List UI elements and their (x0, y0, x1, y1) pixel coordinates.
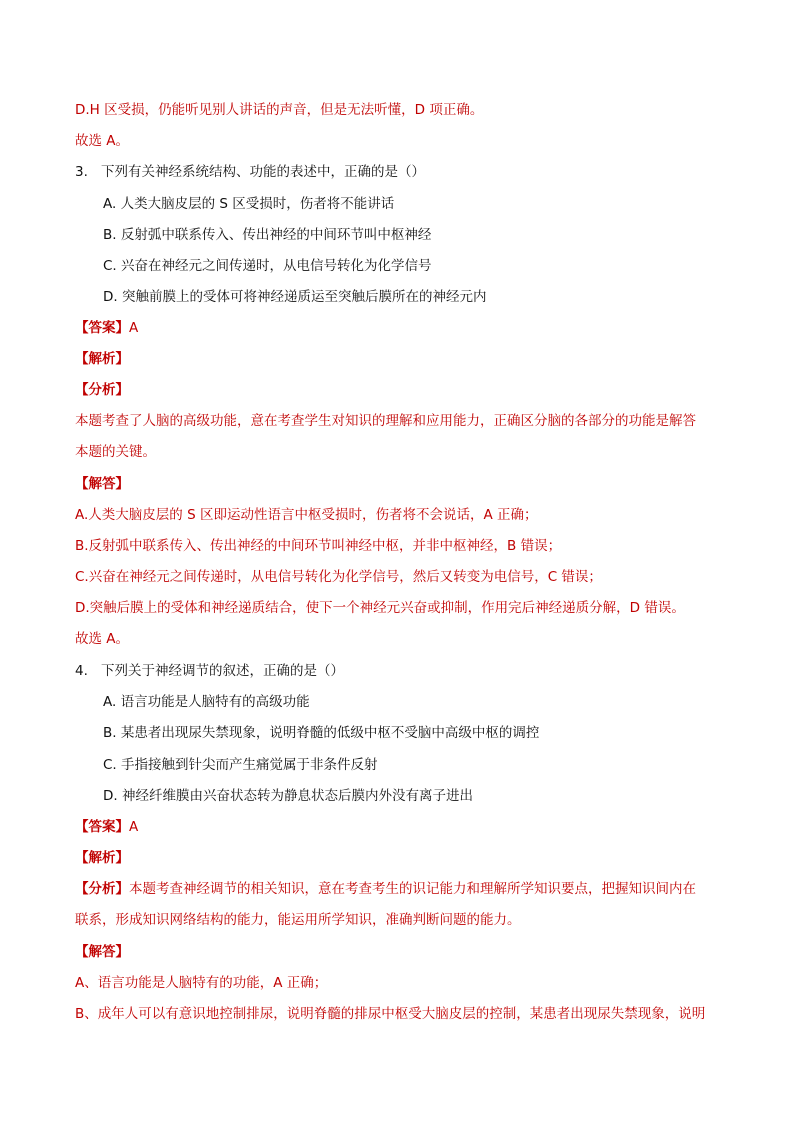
question-3-jieda-b: B.反射弧中联系传入、传出神经的中间环节叫神经中枢，并非中枢神经，B 错误； (75, 538, 562, 554)
question-3-fenxi-text-2: 本题的关键。 (75, 444, 156, 460)
question-number: 3. (75, 164, 88, 180)
question-4-option-d: D. 神经纤维膜由兴奋状态转为静息状态后膜内外没有离子进出 (103, 788, 473, 804)
question-3-fenxi-tag: 【分析】 (75, 382, 129, 398)
question-3-jieda-a: A.人类大脑皮层的 S 区即运动性语言中枢受损时，伤者将不会说话，A 正确； (75, 507, 538, 523)
question-4-answer (75, 817, 734, 837)
answer-tag: 【答案】 (75, 320, 129, 336)
question-4-option-a: A. 语言功能是人脑特有的高级功能 (103, 694, 310, 710)
question-3-answer (75, 318, 734, 338)
question-number: 4. (75, 663, 88, 679)
fenxi-tag: 【分析】 (75, 881, 129, 897)
question-4-fenxi-line-1 (75, 879, 734, 899)
question-4-jiexi-tag: 【解析】 (75, 850, 129, 866)
question-3-jieda-tag: 【解答】 (75, 476, 129, 492)
fenxi-text: 本题考查神经调节的相关知识，意在考查考生的识记能力和理解所学知识要点，把握知识间内在 (129, 881, 696, 897)
question-4-jieda-tag: 【解答】 (75, 944, 129, 960)
question-4-option-c: C. 手指接触到针尖而产生痛觉属于非条件反射 (103, 757, 378, 773)
question-4-option-b: B. 某患者出现尿失禁现象，说明脊髓的低级中枢不受脑中高级中枢的调控 (103, 725, 540, 741)
question-3-jieda-c: C.兴奋在神经元之间传递时，从电信号转化为化学信号，然后又转变为电信号，C 错误； (75, 569, 602, 585)
question-4-fenxi-line-2: 联系，形成知识网络结构的能力，能运用所学知识，准确判断问题的能力。 (75, 912, 521, 928)
answer-value: A (129, 320, 139, 336)
conclusion-line: 故选 A。 (75, 133, 130, 149)
question-3-jiexi-tag: 【解析】 (75, 351, 129, 367)
explanation-line: D.H 区受损，仍能听见别人讲话的声音，但是无法听懂，D 项正确。 (75, 102, 484, 118)
question-text: 下列有关神经系统结构、功能的表述中，正确的是（） (101, 164, 425, 180)
question-text: 下列关于神经调节的叙述，正确的是（） (101, 663, 344, 679)
question-4-jieda-a: A、语言功能是人脑特有的功能，A 正确； (75, 975, 328, 991)
question-3-fenxi-text-1: 本题考查了人脑的高级功能，意在考查学生对知识的理解和应用能力，正确区分脑的各部分的功能是解答 (75, 413, 696, 429)
question-3-choose: 故选 A。 (75, 631, 130, 647)
answer-tag: 【答案】 (75, 819, 129, 835)
question-3-option-c: C. 兴奋在神经元之间传递时，从电信号转化为化学信号 (103, 258, 432, 274)
question-3-option-d: D. 突触前膜上的受体可将神经递质运至突触后膜所在的神经元内 (103, 289, 487, 305)
answer-value: A (129, 819, 139, 835)
question-3-stem (75, 162, 734, 182)
question-3-option-b: B. 反射弧中联系传入、传出神经的中间环节叫中枢神经 (103, 227, 432, 243)
question-3-option-a: A. 人类大脑皮层的 S 区受损时，伤者将不能讲话 (103, 196, 395, 212)
question-4-stem (75, 661, 734, 681)
question-3-jieda-d: D.突触后膜上的受体和神经递质结合，使下一个神经元兴奋或抑制，作用完后神经递质分解，D 错误。 (75, 600, 685, 616)
question-4-jieda-b: B、成年人可以有意识地控制排尿，说明脊髓的排尿中枢受大脑皮层的控制，某患者出现尿失禁现象，说明 (75, 1006, 706, 1022)
